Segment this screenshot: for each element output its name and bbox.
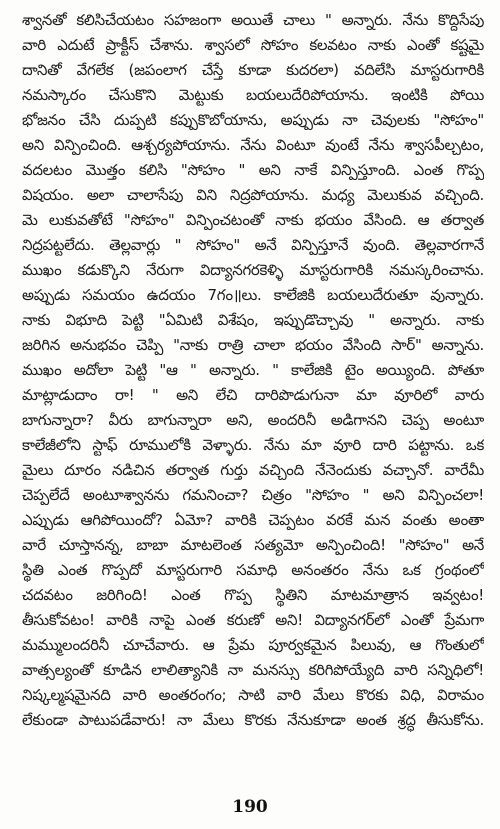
text-line: శ్వానతో కలిసిచేయటం సహజంగా అయితే చాలు " అన్నారు. నేను కొద్దిసేపు [22, 11, 484, 29]
text-line: మైలు దూరం నడిచిన తర్వాత గుర్తు వచ్చింది నేనెందుకు వచ్చానో. వారేమీ [22, 461, 484, 479]
body-text [22, 8, 484, 733]
text-line: నాకు విభూది పెట్టి "ఏమిటి విశేషం, ఇప్పుడొచ్చావు " అన్నారు. నాకు [22, 311, 484, 329]
text-line: నిద్రపట్టలేదు. తెల్లవార్లు " సోహం" అనే విన్పిస్తూనే వుంది. తెల్లవారగానే [22, 236, 484, 254]
text-line: ముఖం కడుక్కొని నేరుగా విద్యానగరకెళ్ళి మాస్టరుగారికి నమస్కరించాను. [22, 261, 484, 279]
text-line: చదవటం జరిగింది! ఎంత గొప్ప స్థితిని మాటమాత్రాన ఇవ్వటం! [22, 586, 484, 604]
text-line: మాట్లాడుదాం రా! " అని లేచి దారిపొడుగునా మా వూరిలో వారు [22, 386, 484, 404]
text-line: భోజనం చేసి దుప్పటి కప్పుకొబోయాను, అప్పుడు నా చెవులకు "సోహం" [22, 111, 484, 129]
text-line: లేకుండా పాటుపడేవారు! నా మేలు కొరకు నేనుకూడా అంత శ్రద్ధ తీసుకోను. [22, 711, 484, 729]
text-line: మె లుకువతోటే "సోహం" విన్పించటంతో నాకు భయం వేసింది. ఆ తర్వాత [22, 211, 484, 229]
text-line: ఎప్పుడు ఆగిపోయిందో? ఏమో? వారికి చెప్పటం వరకే మన వంతు అంతా [22, 511, 484, 529]
text-line: ముఖం అదోలా పెట్టి "ఆ " అన్నారు. " కాలేజికి టైం అయ్యింది. పోతూ [22, 361, 484, 379]
text-line: జరిగిన అనుభవం చెప్పి "నాకు రాత్రి చాలా భయం వేసింది సార్" అన్నాను. [22, 336, 484, 354]
text-line: తీసుకోవటం! వారికి నాపై ఎంత కరుణో అని! విద్యానగర్‌లో ఎంతో ప్రేమగా [22, 611, 484, 629]
text-line: వారి ఎదుటే ప్రాక్టీస్ చేశాను. శ్వాసలో సోహం కలవటం నాకు ఎంతో కష్టమై [22, 36, 484, 54]
page-number: 190 [232, 797, 268, 817]
text-line: అప్పుడు సమయం ఉదయం 7గం॥లు. కాలేజికి బయలుదేరుతూ వున్నారు. [22, 286, 484, 304]
text-line: చెప్పలేదే అంటూశ్వానను గమనించా? చిత్రం "సోహం " అని విన్పించలా! [22, 486, 484, 504]
text-line: కాలేజీలోని స్టాఫ్ రూములోకి వెళ్ళారు. నేను మా వూరి దారి పట్టాను. ఒక [22, 436, 484, 454]
text-line: స్థితి ఎంత గొప్పదో మాస్టరుగారి సమాధి అనంతరం నేను ఒక గ్రంథంలో [22, 561, 484, 579]
text-line: నిష్కల్మషమైనది వారి అంతరంగం; సాటి వారి మేలు కొరకు విధి, విరామం [22, 686, 484, 704]
text-line: విషయం. అలా చాలాసేపు విని నిద్రపోయాను. మధ్య మెలుకువ వచ్చింది. [22, 186, 484, 204]
text-line: బాగున్నారా? వీరు బాగున్నారా అని, అందరినీ అడిగానని చెప్ప అంటూ [22, 411, 484, 429]
text-line: మమ్ములందరినీ చూచేవారు. ఆ ప్రేమ పూర్వకమైన పిలువు, ఆ గొంతులో [22, 636, 484, 654]
text-line: వారే చూస్తానన్న, బాబా మాటలెంత సత్యమో అన్పించింది! "సోహం" అనే [22, 536, 484, 554]
text-line: వదలటం మొత్తం కలిసి "సోహం " అని నాకే విన్పిస్తూంది. ఎంత గొప్ప [22, 161, 484, 179]
text-line: దానితో వేగలేక (జపంలాగ చేస్తే కూడా కుదరలా) వదిలేసి మాస్టరుగారికి [22, 61, 484, 79]
text-line: అని విన్పించింది. ఆశ్చర్యపోయాను. నేను వింటూ వుంటే నేను శ్వాసపీల్చటం, [22, 136, 484, 154]
text-line: వాత్సల్యంతో కూడిన లాలిత్యానికి నా మనస్సు కరిగిపోయ్యేది వారి సన్నిధిలో! [22, 661, 484, 679]
text-line: నమస్కారం చేసుకొని మెట్టుకు బయలుదేరిపోయాను. ఇంటికి పోయి [22, 86, 484, 104]
